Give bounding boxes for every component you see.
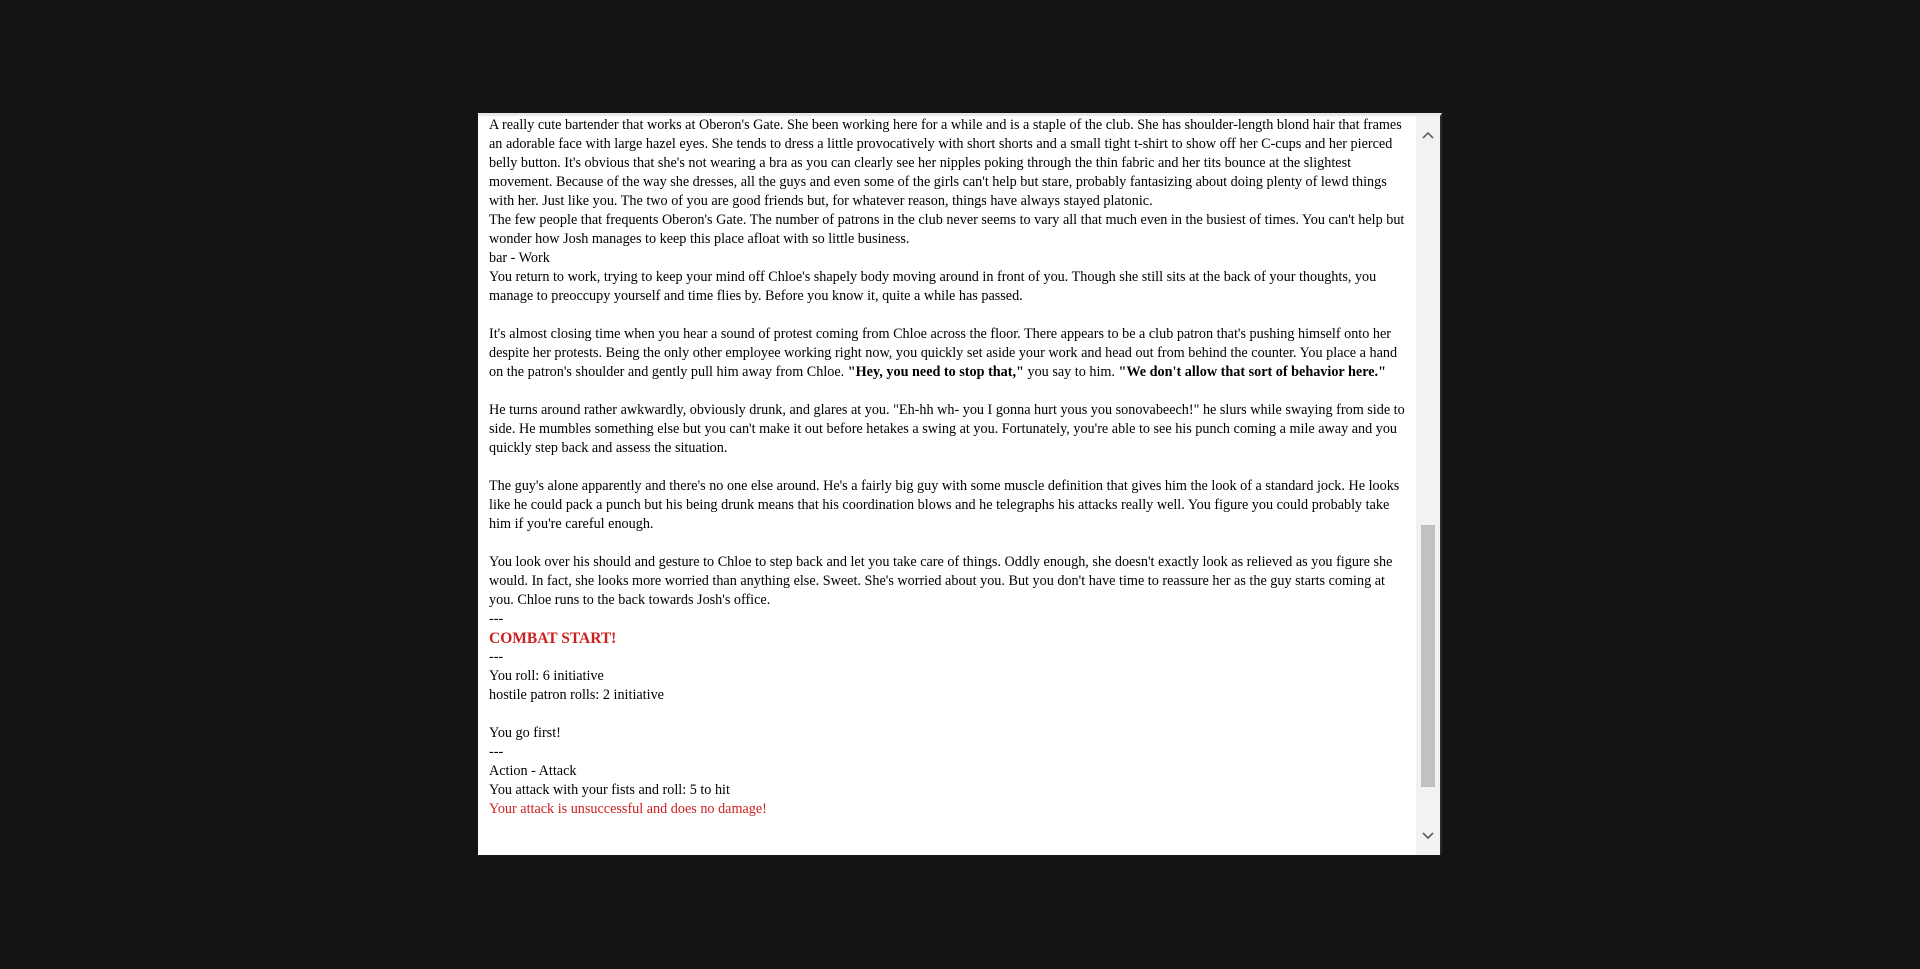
vertical-scrollbar[interactable] [1416, 116, 1440, 855]
game-text-window [478, 113, 1442, 855]
npc-description-chloe: A really cute bartender that works at Oberon's Gate. She been working here for a while and is a staple of the club. She has shoulder-length blond hair that frames an adorable face with large hazel eyes. She tends to dress a little provocatively with short shorts and a small tight t-shirt to show off her C-cups and her pierced belly button. It's obvious that she's not wearing a bra as you can clearly see her nipples poking through the thin fabric and her tits bounce at the slightest movement. Because of the way she dresses, all the guys and even some of the girls can't help but stare, probably fantasizing about doing plenty of lewd things with her. Just like you. The two of you are good friends but, for whatever reason, things have always stayed platonic. [489, 117, 1402, 209]
initiative-roll-player: You roll: 6 initiative [489, 668, 604, 684]
story-paragraph: You look over his should and gesture to Chloe to step back and let you take care of things. Oddly enough, she doesn't exactly look as relieved as you figure she would. In fact, she looks more worried than anything else. Sweet. She's worried about you. But you don't have time to reassure her as the guy starts coming at you. Chloe runs to the back towards Josh's office. [489, 554, 1393, 608]
chevron-down-icon[interactable] [1416, 825, 1440, 847]
scrollbar-thumb[interactable] [1421, 525, 1435, 787]
separator: --- [489, 744, 504, 760]
story-paragraph: You return to work, trying to keep your mind off Chloe's shapely body moving around in front of you. Though she still sits at the back of your thoughts, you manage to preoccupy yourself and time flies by. Before you know it, quite a while has passed. [489, 269, 1377, 304]
separator: --- [489, 649, 504, 665]
story-paragraph: He turns around rather awkwardly, obviously drunk, and glares at you. "Eh-hh wh- you I gonna hurt yous you sonovabeech!" he slurs while swaying from side to side. He mumbles something else but you can't make it out before hetakes a swing at you. Fortunately, you're able to see his punch coming a mile away and you quickly step back and assess the situation. [489, 402, 1405, 456]
combat-start-label: COMBAT START! [489, 630, 617, 647]
action-label: Action - Attack [489, 763, 577, 779]
attack-roll-line: You attack with your fists and roll: 5 to hit [489, 782, 730, 798]
story-paragraph: The guy's alone apparently and there's no one else around. He's a fairly big guy with some muscle definition that gives him the look of a standard jock. He looks like he could pack a punch but his being drunk means that his coordination blows and he telegraphs his attacks really well. You figure you could probably take him if you're careful enough. [489, 478, 1400, 532]
dialogue-line: "We don't allow that sort of behavior here." [1118, 364, 1386, 380]
scene-heading: bar - Work [489, 250, 550, 266]
dialogue-line: "Hey, you need to stop that," [847, 364, 1024, 380]
npc-description-patrons: The few people that frequents Oberon's Gate. The number of patrons in the club never seems to vary all that much even in the busiest of times. You can't help but wonder how Josh manages to keep this place afloat with so little business. [489, 212, 1405, 247]
story-log [478, 116, 1416, 855]
attack-result-message: Your attack is unsuccessful and does no damage! [489, 801, 767, 817]
chevron-up-icon[interactable] [1416, 124, 1440, 146]
turn-order-message: You go first! [489, 725, 561, 741]
story-paragraph: It's almost closing time when you hear a sound of protest coming from Chloe across the floor. There appears to be a club patron that's pushing himself onto her despite her protests. Being the only other employee working right now, you quickly set aside your work and head out from behind the counter. You place a hand on the patron's shoulder and gently pull him away from Chloe. "Hey, you need to stop that," you say to him. "We don't allow that sort of behavior here." [489, 326, 1398, 380]
initiative-roll-enemy: hostile patron rolls: 2 initiative [489, 687, 664, 703]
separator: --- [489, 611, 504, 627]
